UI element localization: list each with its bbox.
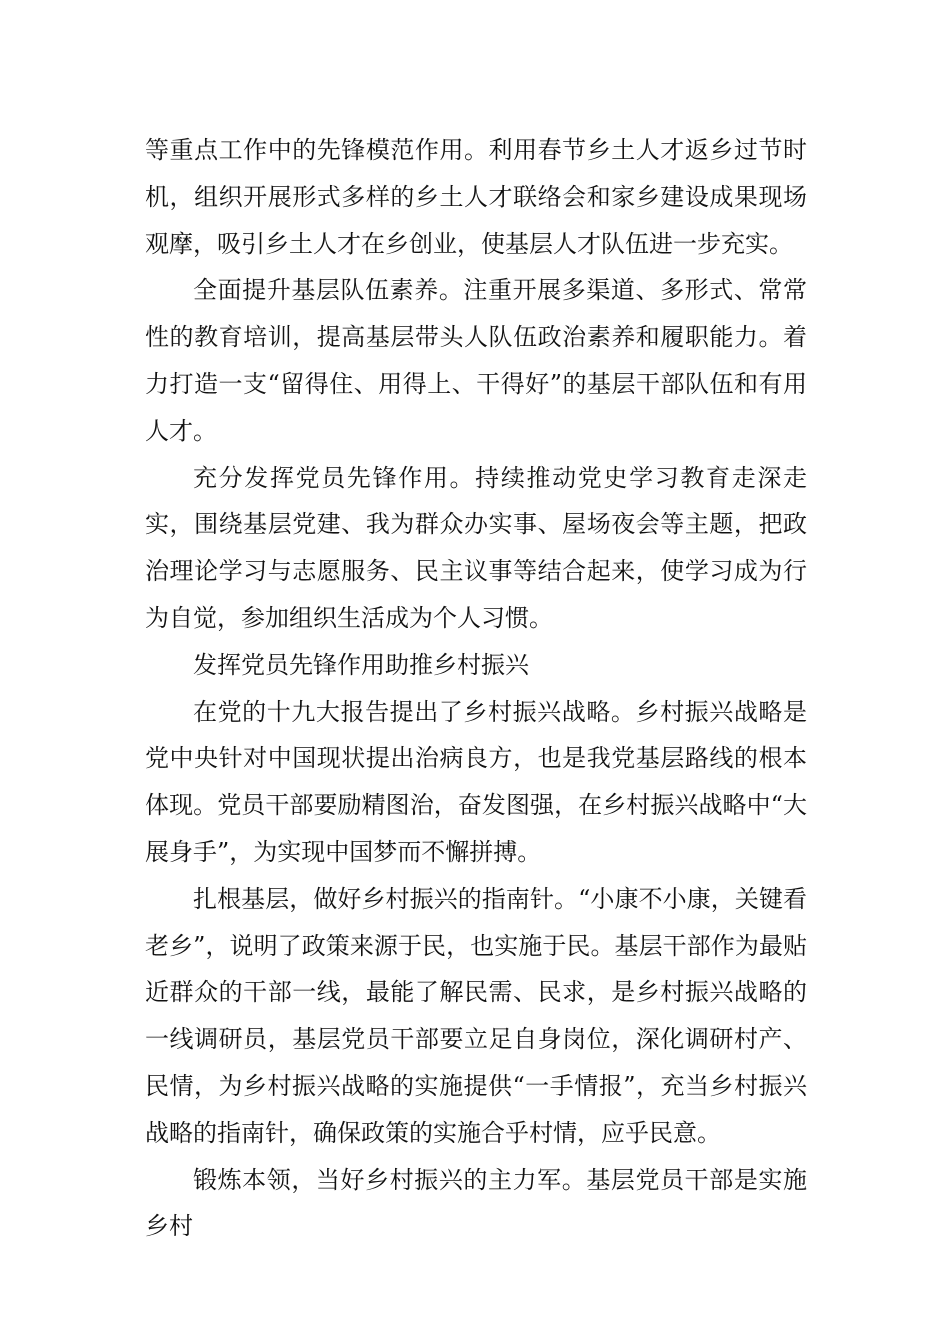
document-body	[145, 127, 807, 1250]
paragraph: 在党的十九大报告提出了乡村振兴战略。乡村振兴战略是党中央针对中国现状提出治病良方，也是我党基层路线的根本体现。党员干部要励精图治，奋发图强，在乡村振兴战略中“大展身手”，为实现中国梦而不懈拼搏。	[145, 697, 807, 866]
section-heading: 发挥党员先锋作用助推乡村振兴	[193, 650, 529, 679]
paragraph-truncated: 锻炼本领，当好乡村振兴的主力军。基层党员干部是实施乡村	[145, 1165, 807, 1241]
paragraph: 全面提升基层队伍素养。注重开展多渠道、多形式、常常性的教育培训，提高基层带头人队伍政治素养和履职能力。着力打造一支“留得住、用得上、干得好”的基层干部队伍和有用人才。	[145, 276, 807, 445]
paragraph: 充分发挥党员先锋作用。持续推动党史学习教育走深走实，围绕基层党建、我为群众办实事、屋场夜会等主题，把政治理论学习与志愿服务、民主议事等结合起来，使学习成为行为自觉，参加组织生活成为个人习惯。	[145, 463, 807, 632]
paragraph-continued: 等重点工作中的先锋模范作用。利用春节乡土人才返乡过节时机，组织开展形式多样的乡土人才联络会和家乡建设成果现场观摩，吸引乡土人才在乡创业，使基层人才队伍进一步充实。	[145, 136, 807, 258]
paragraph: 扎根基层，做好乡村振兴的指南针。“小康不小康，关键看老乡”，说明了政策来源于民，也实施于民。基层干部作为最贴近群众的干部一线，最能了解民需、民求，是乡村振兴战略的一线调研员，基层党员干部要立足自身岗位，深化调研村产、民情，为乡村振兴战略的实施提供“一手情报”，充当乡村振兴战略的指南针，确保政策的实施合乎村情，应乎民意。	[145, 884, 807, 1147]
